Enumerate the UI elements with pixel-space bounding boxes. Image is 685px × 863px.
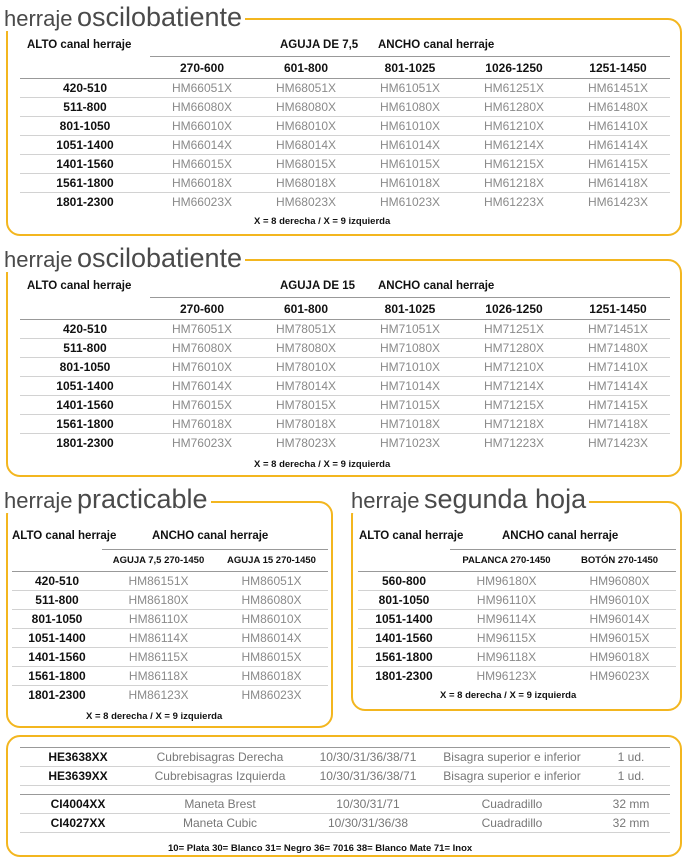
alto-label: ALTO canal herraje (27, 280, 132, 292)
part-code: HM71218X (462, 415, 566, 434)
part-code: HM86051X (215, 572, 328, 591)
alto-label: ALTO canal herraje (359, 530, 464, 542)
part-code: HM61023X (358, 193, 462, 212)
part-code: HM71415X (566, 396, 670, 415)
part-code: HM71280X (462, 339, 566, 358)
part-code: HM96080X (563, 572, 676, 591)
alto-range: 1401-1560 (20, 155, 150, 174)
part-code: HM96010X (563, 591, 676, 610)
heading-rule (270, 18, 400, 20)
part-code: HM71480X (566, 339, 670, 358)
alto-range: 1561-1800 (12, 667, 102, 686)
accessory-ref: CI4027XX (20, 814, 136, 833)
table-row (12, 648, 328, 667)
heading-rule (240, 501, 300, 503)
column-header: PALANCA 270-1450 (450, 550, 563, 572)
part-code: HM78010X (254, 358, 358, 377)
part-code: HM61223X (462, 193, 566, 212)
part-code: HM61214X (462, 136, 566, 155)
column-header: 270-600 (150, 57, 254, 79)
part-code: HM76010X (150, 358, 254, 377)
accessory-name: Cubrebisagras Izquierda (136, 767, 304, 786)
alto-range: 1051-1400 (20, 136, 150, 155)
accessory-name: Cubrebisagras Derecha (136, 748, 304, 767)
part-code: HM68018X (254, 174, 358, 193)
color-legend: 10= Plata 30= Blanco 31= Negro 36= 7016 38= Blanco Mate 71= Inox (168, 843, 473, 854)
part-code: HM71210X (462, 358, 566, 377)
accessory-row (20, 814, 670, 833)
part-code: HM96118X (450, 648, 563, 667)
accessory-row (20, 767, 670, 786)
accessories-table (20, 747, 670, 833)
part-code: HM96023X (563, 667, 676, 686)
alto-range: 1051-1400 (358, 610, 450, 629)
part-code: HM61423X (566, 193, 670, 212)
part-code: HM96015X (563, 629, 676, 648)
alto-range: 1801-2300 (20, 193, 150, 212)
table-row (20, 155, 670, 174)
alto-range: 511-800 (20, 339, 150, 358)
accessory-qty: 32 mm (592, 795, 670, 814)
part-code: HM71014X (358, 377, 462, 396)
accessory-row (20, 748, 670, 767)
table-row (20, 339, 670, 358)
ancho-label: ANCHO canal herraje (152, 530, 269, 542)
alto-range: 420-510 (12, 572, 102, 591)
accessory-ref: HE3639XX (20, 767, 136, 786)
alto-range: 511-800 (20, 98, 150, 117)
part-code: HM96018X (563, 648, 676, 667)
table-row (12, 667, 328, 686)
alto-range: 420-510 (20, 320, 150, 339)
accessory-qty: 32 mm (592, 814, 670, 833)
header-blank (12, 550, 102, 572)
part-code: HM76051X (150, 320, 254, 339)
table-row (20, 320, 670, 339)
part-code: HM68010X (254, 117, 358, 136)
ancho-label: ANCHO canal herraje (378, 39, 495, 51)
alto-range: 1801-2300 (20, 434, 150, 453)
part-code: HM61418X (566, 174, 670, 193)
section-title (4, 4, 245, 31)
column-header: 601-800 (254, 57, 358, 79)
table-row (20, 193, 670, 212)
part-code: HM71018X (358, 415, 462, 434)
part-code: HM71015X (358, 396, 462, 415)
part-code: HM71223X (462, 434, 566, 453)
section-title (4, 245, 245, 272)
alto-range: 420-510 (20, 79, 150, 98)
alto-range: 1051-1400 (12, 629, 102, 648)
alto-range: 1561-1800 (20, 174, 150, 193)
hand-note: X = 8 derecha / X = 9 izquierda (440, 690, 577, 701)
part-code: HM61280X (462, 98, 566, 117)
section-title (351, 486, 589, 513)
header-blank (20, 298, 150, 320)
part-code: HM66080X (150, 98, 254, 117)
table-row (358, 629, 676, 648)
table-row (12, 686, 328, 705)
part-code: HM76080X (150, 339, 254, 358)
part-code: HM86018X (215, 667, 328, 686)
column-header: 1251-1450 (566, 57, 670, 79)
part-code: HM71414X (566, 377, 670, 396)
part-code: HM68014X (254, 136, 358, 155)
column-header: 801-1025 (358, 57, 462, 79)
part-code: HM78014X (254, 377, 358, 396)
part-code: HM61015X (358, 155, 462, 174)
part-code: HM78080X (254, 339, 358, 358)
column-header-row (358, 550, 676, 572)
part-code: HM71080X (358, 339, 462, 358)
accessory-colors: 10/30/31/36/38 (304, 814, 432, 833)
alto-range: 1401-1560 (358, 629, 450, 648)
header-blank (358, 550, 450, 572)
accessory-name: Maneta Brest (136, 795, 304, 814)
alto-range: 801-1050 (358, 591, 450, 610)
alto-range: 1051-1400 (20, 377, 150, 396)
accessory-desc: Cuadradillo (432, 814, 592, 833)
aguja-label: AGUJA DE 7,5 (280, 39, 359, 51)
part-code: HM96114X (450, 610, 563, 629)
aguja-label: AGUJA DE 15 (280, 280, 355, 292)
alto-range: 801-1050 (12, 610, 102, 629)
title-word: herraje (4, 488, 73, 513)
part-code: HM61080X (358, 98, 462, 117)
column-header: 1251-1450 (566, 298, 670, 320)
heading-rule (620, 501, 650, 503)
part-code: HM78023X (254, 434, 358, 453)
accessory-colors: 10/30/31/36/38/71 (304, 748, 432, 767)
title-word-big: practicable (76, 484, 208, 514)
part-code: HM61414X (566, 136, 670, 155)
column-header-row (12, 550, 328, 572)
part-code: HM61215X (462, 155, 566, 174)
accessory-desc: Bisagra superior e inferior (432, 748, 592, 767)
alto-range: 801-1050 (20, 358, 150, 377)
part-code: HM76015X (150, 396, 254, 415)
part-code: HM71215X (462, 396, 566, 415)
column-header: 1026-1250 (462, 57, 566, 79)
title-word-big: segunda hoja (423, 484, 587, 514)
part-code: HM61018X (358, 174, 462, 193)
part-code: HM61014X (358, 136, 462, 155)
part-code: HM86114X (102, 629, 215, 648)
hardware-table (20, 297, 670, 453)
ancho-label: ANCHO canal herraje (502, 530, 619, 542)
part-code: HM71214X (462, 377, 566, 396)
part-code: HM78051X (254, 320, 358, 339)
table-row (12, 629, 328, 648)
table-row (20, 117, 670, 136)
alto-label: ALTO canal herraje (27, 39, 132, 51)
table-row (20, 377, 670, 396)
title-word-big: oscilobatiente (76, 243, 243, 273)
part-code: HM78018X (254, 415, 358, 434)
table-row (20, 358, 670, 377)
table-row (20, 98, 670, 117)
part-code: HM71051X (358, 320, 462, 339)
accessory-ref: CI4004XX (20, 795, 136, 814)
alto-range: 801-1050 (20, 117, 150, 136)
alto-range: 1801-2300 (358, 667, 450, 686)
accessory-qty: 1 ud. (592, 748, 670, 767)
part-code: HM86180X (102, 591, 215, 610)
column-header: 801-1025 (358, 298, 462, 320)
part-code: HM68080X (254, 98, 358, 117)
part-code: HM96115X (450, 629, 563, 648)
column-header: 270-600 (150, 298, 254, 320)
part-code: HM86014X (215, 629, 328, 648)
part-code: HM96123X (450, 667, 563, 686)
alto-range: 1801-2300 (12, 686, 102, 705)
accessory-colors: 10/30/31/36/38/71 (304, 767, 432, 786)
section-title (4, 486, 211, 513)
hardware-table (358, 549, 676, 686)
table-row (358, 610, 676, 629)
part-code: HM76023X (150, 434, 254, 453)
accessory-colors: 10/30/31/71 (304, 795, 432, 814)
part-code: HM61251X (462, 79, 566, 98)
table-row (358, 667, 676, 686)
column-header: AGUJA 15 270-1450 (215, 550, 328, 572)
part-code: HM86118X (102, 667, 215, 686)
part-code: HM61010X (358, 117, 462, 136)
alto-range: 511-800 (12, 591, 102, 610)
column-header-row (20, 57, 670, 79)
part-code: HM96110X (450, 591, 563, 610)
part-code: HM96014X (563, 610, 676, 629)
ancho-label: ANCHO canal herraje (378, 280, 495, 292)
part-code: HM61218X (462, 174, 566, 193)
table-row (20, 136, 670, 155)
alto-range: 1561-1800 (358, 648, 450, 667)
part-code: HM68051X (254, 79, 358, 98)
hand-note: X = 8 derecha / X = 9 izquierda (254, 216, 391, 227)
part-code: HM71010X (358, 358, 462, 377)
alto-range: 1561-1800 (20, 415, 150, 434)
part-code: HM86110X (102, 610, 215, 629)
table-row (358, 648, 676, 667)
part-code: HM86123X (102, 686, 215, 705)
part-code: HM76018X (150, 415, 254, 434)
column-header-row (20, 298, 670, 320)
alto-range: 560-800 (358, 572, 450, 591)
part-code: HM61210X (462, 117, 566, 136)
group-separator (20, 786, 670, 795)
accessory-qty: 1 ud. (592, 767, 670, 786)
part-code: HM71418X (566, 415, 670, 434)
hardware-table (12, 549, 328, 705)
hand-note: X = 8 derecha / X = 9 izquierda (254, 459, 391, 470)
part-code: HM86015X (215, 648, 328, 667)
column-header: AGUJA 7,5 270-1450 (102, 550, 215, 572)
alto-range: 1401-1560 (12, 648, 102, 667)
table-row (12, 591, 328, 610)
alto-range: 1401-1560 (20, 396, 150, 415)
part-code: HM66023X (150, 193, 254, 212)
part-code: HM78015X (254, 396, 358, 415)
table-row (20, 174, 670, 193)
table-row (358, 572, 676, 591)
part-code: HM66015X (150, 155, 254, 174)
part-code: HM86080X (215, 591, 328, 610)
table-row (358, 591, 676, 610)
part-code: HM86115X (102, 648, 215, 667)
part-code: HM76014X (150, 377, 254, 396)
table-row (20, 415, 670, 434)
header-blank (20, 57, 150, 79)
title-word: herraje (4, 6, 73, 31)
accessory-row (20, 795, 670, 814)
table-row (20, 434, 670, 453)
part-code: HM86010X (215, 610, 328, 629)
part-code: HM68023X (254, 193, 358, 212)
column-header: 601-800 (254, 298, 358, 320)
part-code: HM61415X (566, 155, 670, 174)
column-header: 1026-1250 (462, 298, 566, 320)
title-word-big: oscilobatiente (76, 2, 243, 32)
part-code: HM86023X (215, 686, 328, 705)
alto-label: ALTO canal herraje (12, 530, 117, 542)
accessory-name: Maneta Cubic (136, 814, 304, 833)
part-code: HM66018X (150, 174, 254, 193)
part-code: HM61410X (566, 117, 670, 136)
part-code: HM61480X (566, 98, 670, 117)
part-code: HM61051X (358, 79, 462, 98)
table-row (20, 79, 670, 98)
part-code: HM71423X (566, 434, 670, 453)
part-code: HM66014X (150, 136, 254, 155)
part-code: HM71251X (462, 320, 566, 339)
table-row (20, 396, 670, 415)
part-code: HM71451X (566, 320, 670, 339)
heading-rule (275, 259, 405, 261)
hand-note: X = 8 derecha / X = 9 izquierda (86, 711, 223, 722)
part-code: HM68015X (254, 155, 358, 174)
title-word: herraje (4, 247, 73, 272)
part-code: HM66051X (150, 79, 254, 98)
part-code: HM66010X (150, 117, 254, 136)
accessory-ref: HE3638XX (20, 748, 136, 767)
table-row (12, 610, 328, 629)
title-word: herraje (351, 488, 420, 513)
column-header: BOTÓN 270-1450 (563, 550, 676, 572)
part-code: HM86151X (102, 572, 215, 591)
part-code: HM61451X (566, 79, 670, 98)
part-code: HM96180X (450, 572, 563, 591)
part-code: HM71023X (358, 434, 462, 453)
accessory-desc: Cuadradillo (432, 795, 592, 814)
hardware-table (20, 56, 670, 212)
table-row (12, 572, 328, 591)
accessory-desc: Bisagra superior e inferior (432, 767, 592, 786)
part-code: HM71410X (566, 358, 670, 377)
